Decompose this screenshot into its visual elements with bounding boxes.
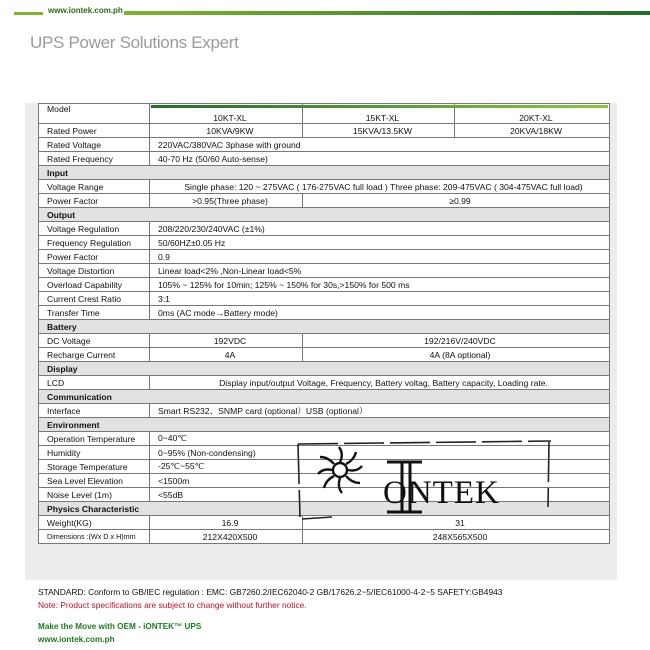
table-row [39,292,610,306]
row-label: Voltage Distortion [39,264,150,278]
row-label: Rated Power [39,124,150,138]
row-label: Recharge Current [39,348,150,362]
cell-value: 192/216V/240VDC [303,334,610,348]
cell-value: 3:1 [150,292,610,306]
watermark-text: ONTEK [383,475,500,511]
cell-value: 0~40℃ [150,432,610,446]
row-label: Weight(KG) [39,516,150,530]
cell-value: 208/220/230/240VAC (±1%) [150,222,610,236]
section-header-row [39,502,610,516]
header-accent-line [14,12,43,15]
table-row [39,180,610,194]
model-name: 10KT-XL [150,104,303,124]
table-row [39,152,610,166]
cell-value: 20KVA/18KW [455,124,610,138]
row-label: Rated Voltage [39,138,150,152]
tagline: Make the Move with OEM - iONTEK™ UPS [38,622,202,631]
cell-value: Single phase: 120 ~ 275VAC ( 176-275VAC full load ) Three phase: 209-475VAC ( 304-475VAC full load) [150,180,610,194]
row-label: Overload Capability [39,278,150,292]
table-row [39,278,610,292]
cell-value: Display input/output Voltage, Frequency, Battery voltag, Battery capacity, Loading rate. [150,376,610,390]
cell-value: 16.9 [150,516,303,530]
cell-value: Smart RS232、SNMP card (optional）USB (optional） [150,404,610,418]
cell-value: 0~95% (Non-condensing) [150,446,610,460]
row-label: Storage Temperature [39,460,150,474]
table-row [39,404,610,418]
section-title: Display [39,362,610,376]
table-row [39,446,610,460]
table-row [39,334,610,348]
section-title: Output [39,208,610,222]
table-row [39,348,610,362]
table-row [39,222,610,236]
row-label: Noise Level (1m) [39,488,150,502]
table-row [39,516,610,530]
table-row [39,124,610,138]
table-row [39,138,610,152]
cell-value: 212X420X500 [150,530,303,544]
model-header-bar [151,105,608,108]
section-header-row [39,390,610,404]
section-header-row [39,418,610,432]
header-rule [124,11,650,15]
cell-value: 31 [303,516,610,530]
cell-value: ≥0.99 [303,194,610,208]
table-row [39,236,610,250]
cell-value: 50/60HZ±0.05 Hz [150,236,610,250]
cell-value: -25℃~55℃ [150,460,610,474]
row-label: Voltage Range [39,180,150,194]
section-title: Communication [39,390,610,404]
row-label: Current Crest Ratio [39,292,150,306]
cell-value: 10KVA/9KW [150,124,303,138]
footer-url: www.iontek.com.ph [38,635,115,644]
row-label: Model [39,104,150,124]
row-label: Operation Temperature [39,432,150,446]
section-title: Input [39,166,610,180]
table-row [39,530,610,544]
cell-value: 0.9 [150,250,610,264]
row-label: Transfer Time [39,306,150,320]
row-label: Power Factor [39,250,150,264]
section-header-row [39,362,610,376]
table-row [39,194,610,208]
cell-value: 220VAC/380VAC 3phase with ground [150,138,610,152]
row-label: LCD [39,376,150,390]
cell-value: <1500m [150,474,610,488]
cell-value: <55dB [150,488,610,502]
section-header-row [39,208,610,222]
section-title: Battery [39,320,610,334]
section-title: Environment [39,418,610,432]
slogan: UPS Power Solutions Expert [30,33,239,52]
model-name: 20KT-XL [455,104,610,124]
table-row [39,250,610,264]
cell-value: 0ms (AC mode→Battery mode) [150,306,610,320]
section-header-row [39,166,610,180]
row-label: Rated Frequency [39,152,150,166]
note-text: Note: Product specifications are subject to change without further notice. [38,600,307,610]
table-row [39,488,610,502]
cell-value: 4A (8A optional) [303,348,610,362]
table-row [39,376,610,390]
row-label: Dimensions :(Wx D x H)mm [39,530,150,544]
table-row [39,264,610,278]
cell-value: >0.95(Three phase) [150,194,303,208]
header-url: www.iontek.com.ph [48,6,123,15]
row-label: Humidity [39,446,150,460]
cell-value: 40-70 Hz (50/60 Auto-sense) [150,152,610,166]
row-label: Sea Level Elevation [39,474,150,488]
cell-value: 4A [150,348,303,362]
row-label: Voltage Regulation [39,222,150,236]
row-label: Power Factor [39,194,150,208]
table-row [39,306,610,320]
section-title: Physics Characteristic [39,502,610,516]
table-row [39,474,610,488]
standard-text: STANDARD: Conform to GB/IEC regulation : EMC: GB7260.2/IEC62040-2 GB/17626.2~5/IEC61000-4-2~5 SAFETY:GB4943 [38,587,503,597]
cell-value: 15KVA/13.5KW [303,124,455,138]
spec-table [38,103,610,544]
row-label: Frequency Regulation [39,236,150,250]
model-name: 15KT-XL [303,104,455,124]
table-row [39,460,610,474]
cell-value: 248X565X500 [303,530,610,544]
section-header-row [39,320,610,334]
cell-value: 192VDC [150,334,303,348]
table-row [39,432,610,446]
cell-value: 105% ~ 125% for 10min; 125% ~ 150% for 30s,>150% for 500 ms [150,278,610,292]
row-label: DC Voltage [39,334,150,348]
cell-value: Linear load<2% ,Non-Linear load<5% [150,264,610,278]
row-label: Interface [39,404,150,418]
